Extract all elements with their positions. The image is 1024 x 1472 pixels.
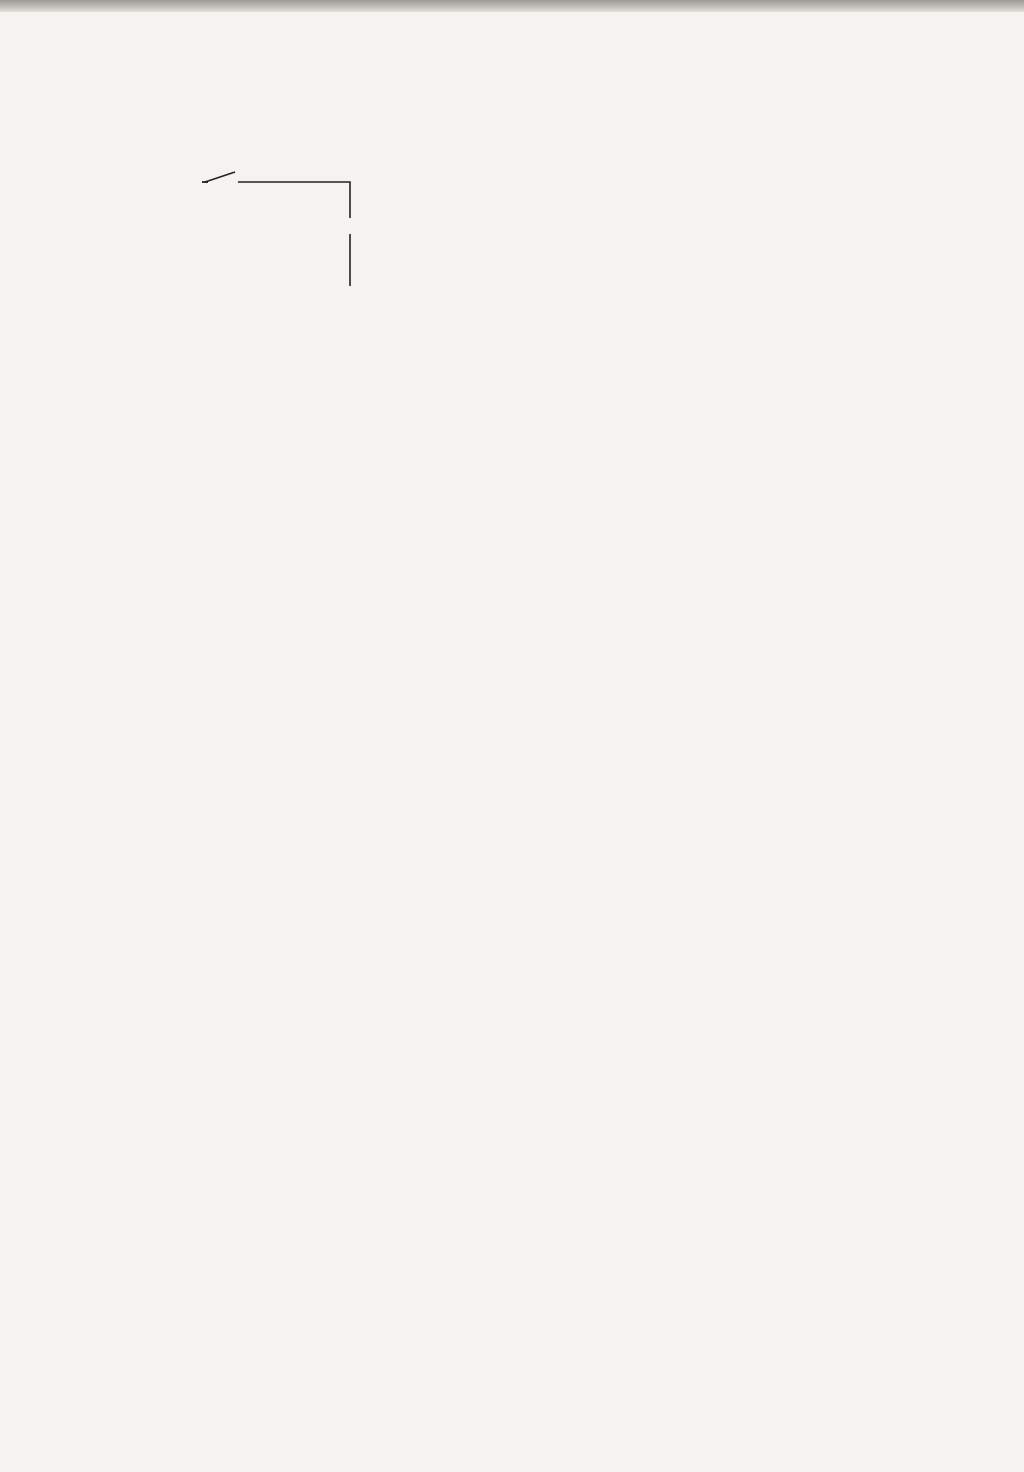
circuit-diagram-17 bbox=[30, 154, 450, 286]
page-top-edge bbox=[0, 0, 1024, 12]
question-17 bbox=[30, 126, 500, 154]
switch-lever bbox=[205, 172, 235, 182]
left-column bbox=[30, 126, 500, 286]
